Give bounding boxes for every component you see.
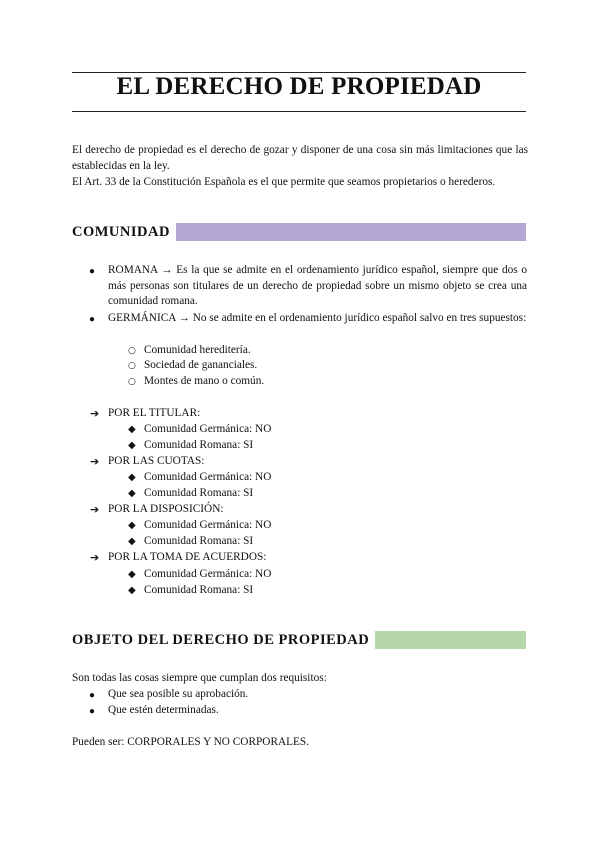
criterio-item: Comunidad Romana: SI [144, 439, 254, 451]
criterio-label: POR EL TITULAR: [108, 407, 201, 419]
diamond-bullet-icon: ◆ [128, 472, 136, 483]
criterio-item: Comunidad Romana: SI [144, 535, 254, 547]
objeto-intro: Son todas las cosas siempre que cumplan dos requisitos: [72, 672, 327, 684]
circle-bullet-icon: ○ [128, 361, 136, 371]
criterio-label: POR LA DISPOSICIÓN: [108, 503, 224, 515]
arrow-bullet-icon: ➔ [90, 407, 100, 420]
diamond-bullet-icon: ◆ [128, 488, 136, 499]
objeto-tipos: Pueden ser: CORPORALES Y NO CORPORALES. [72, 736, 310, 748]
section-comunidad [72, 223, 526, 241]
criterio-label: POR LA TOMA DE ACUERDOS: [108, 551, 267, 563]
list-item-romana: ROMANA → Es la que se admite en el ordenamiento jurídico español, siempre que dos o más personas son titulares de un derecho de propiedad sobre un mismo objeto se crea una comunidad romana. [108, 264, 527, 308]
bullet-icon: ● [89, 314, 96, 325]
criterio-item: Comunidad Germánica: NO [144, 519, 272, 531]
diamond-bullet-icon: ◆ [128, 424, 136, 435]
circle-bullet-icon: ○ [128, 377, 136, 387]
diamond-bullet-icon: ◆ [128, 585, 136, 596]
intro-paragraph-2: El Art. 33 de la Constitución Española es el que permite que seamos propietarios o herederos. [72, 176, 496, 188]
bullet-icon: ● [89, 706, 96, 717]
list-item-supuesto: Comunidad hereditería. [144, 344, 251, 356]
intro-paragraph-1: El derecho de propiedad es el derecho de gozar y disponer de una cosa sin más limitaciones que las establecidas en la ley. [72, 144, 528, 172]
criterio-item: Comunidad Germánica: NO [144, 471, 272, 483]
list-item-requisito: Que sea posible su aprobación. [108, 688, 249, 700]
page-title: EL DERECHO DE PROPIEDAD [116, 73, 482, 100]
diamond-bullet-icon: ◆ [128, 520, 136, 531]
list-item-germanica: GERMÁNICA → No se admite en el ordenamiento jurídico español salvo en tres supuestos: [108, 312, 527, 324]
circle-bullet-icon: ○ [128, 346, 136, 356]
arrow-bullet-icon: ➔ [90, 551, 100, 564]
bullet-icon: ● [89, 266, 96, 277]
title-bottom-rule [72, 111, 526, 112]
diamond-bullet-icon: ◆ [128, 440, 136, 451]
section-comunidad-bar [176, 223, 526, 241]
diamond-bullet-icon: ◆ [128, 536, 136, 547]
criterio-item: Comunidad Romana: SI [144, 584, 254, 596]
section-objeto [72, 631, 526, 649]
arrow-bullet-icon: ➔ [90, 455, 100, 468]
list-item-requisito: Que estén determinadas. [108, 704, 219, 716]
diamond-bullet-icon: ◆ [128, 569, 136, 580]
arrow-bullet-icon: ➔ [90, 503, 100, 516]
list-item-supuesto: Sociedad de gananciales. [144, 359, 258, 371]
bullet-icon: ● [89, 690, 96, 701]
criterio-item: Comunidad Germánica: NO [144, 423, 272, 435]
criterio-item: Comunidad Germánica: NO [144, 568, 272, 580]
section-objeto-bar [375, 631, 526, 649]
criterio-item: Comunidad Romana: SI [144, 487, 254, 499]
criterio-label: POR LAS CUOTAS: [108, 455, 205, 467]
section-objeto-heading: OBJETO DEL DERECHO DE PROPIEDAD [72, 631, 370, 648]
list-item-supuesto: Montes de mano o común. [144, 375, 265, 387]
section-comunidad-heading: COMUNIDAD [72, 223, 170, 240]
